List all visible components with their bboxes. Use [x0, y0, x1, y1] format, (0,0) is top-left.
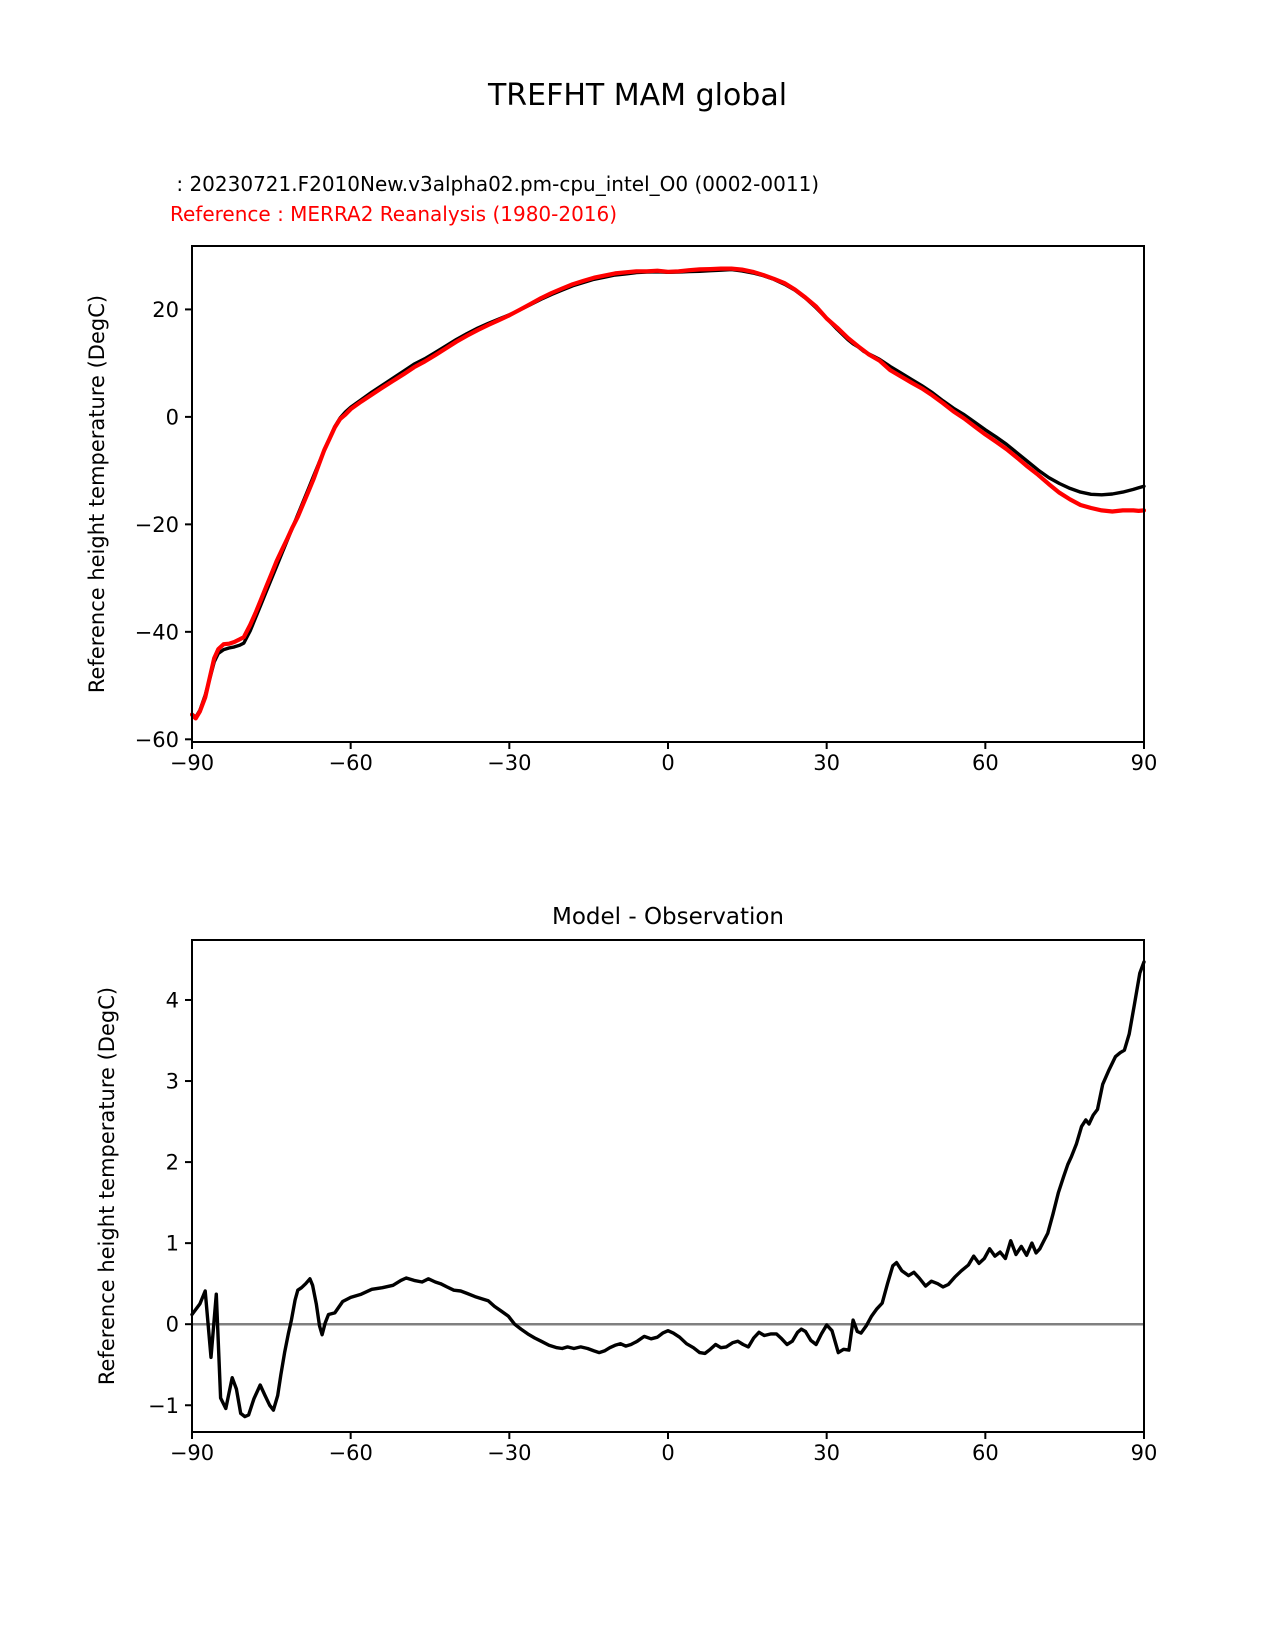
- y-tick-label: 3: [165, 1069, 179, 1094]
- x-tick-label: 60: [971, 1441, 999, 1465]
- y-tick-label: −20: [134, 512, 179, 537]
- difference-line: [192, 962, 1144, 1417]
- x-tick-label: −60: [328, 751, 373, 775]
- x-tick-label: −30: [487, 751, 532, 775]
- zonal-mean-plot: [135, 246, 1158, 775]
- y-tick-label: −60: [134, 727, 179, 752]
- y-tick-label: −1: [148, 1393, 179, 1418]
- difference-plot-title: Model - Observation: [551, 904, 785, 930]
- x-tick-label: −30: [487, 1441, 532, 1465]
- axes-frame: [192, 940, 1144, 1432]
- figure-title: TREFHT MAM global: [487, 78, 788, 113]
- y-tick-label: 1: [165, 1231, 179, 1256]
- x-tick-label: 60: [971, 751, 999, 775]
- axes-frame: [192, 246, 1144, 742]
- x-tick-label: 30: [813, 1441, 841, 1465]
- reference-dataset-label: Reference : MERRA2 Reanalysis (1980-2016): [170, 202, 618, 226]
- reference-line: [192, 269, 1144, 719]
- y-tick-label: 0: [165, 1312, 179, 1337]
- difference-plot: [148, 940, 1157, 1465]
- y-tick-label: 2: [165, 1150, 179, 1175]
- model-line: [192, 270, 1144, 718]
- x-tick-label: 90: [1130, 751, 1158, 775]
- test-run-label: : 20230721.F2010New.v3alpha02.pm-cpu_intel_O0 (0002-0011): [170, 172, 820, 196]
- y-tick-label: −40: [134, 620, 179, 645]
- y-tick-label: 4: [165, 988, 179, 1013]
- x-tick-label: 0: [661, 1441, 675, 1465]
- y-tick-label: 0: [165, 405, 179, 430]
- x-tick-label: 0: [661, 751, 675, 775]
- x-tick-label: 90: [1130, 1441, 1158, 1465]
- zonal-mean-ylabel: Reference height temperature (DegC): [85, 294, 109, 694]
- x-tick-label: −90: [169, 1441, 215, 1465]
- x-tick-label: −90: [169, 751, 215, 775]
- difference-ylabel: Reference height temperature (DegC): [95, 986, 119, 1386]
- x-tick-label: −60: [328, 1441, 373, 1465]
- x-tick-label: 30: [813, 751, 841, 775]
- y-tick-label: 20: [152, 297, 179, 322]
